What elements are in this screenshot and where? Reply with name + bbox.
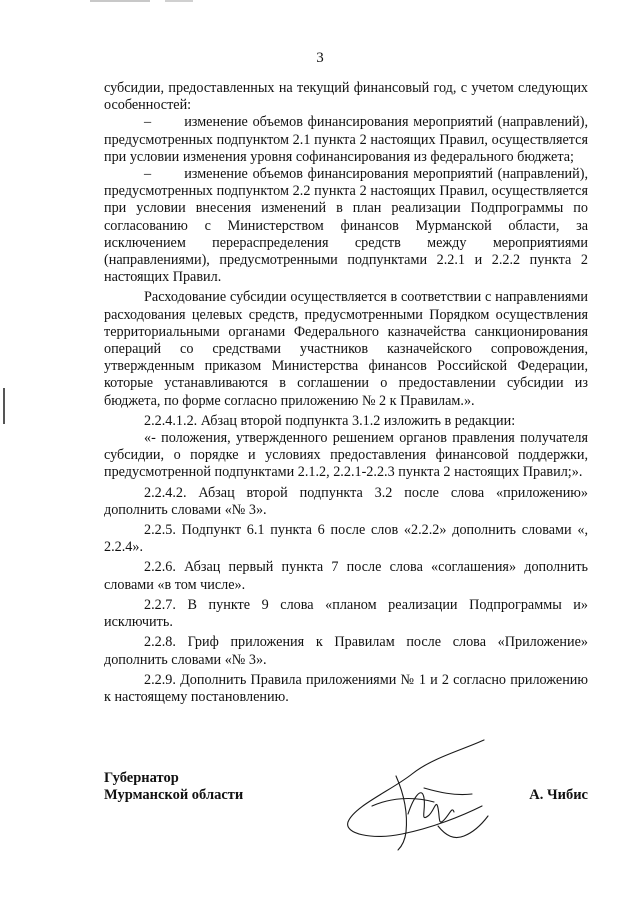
paragraph: «- положения, утвержденного решением органов правления получателя субсидии, о порядке и условиях предоставления финансовой поддержки, предусмотренной подпунктами 2.1.2, 2.2.1-2.2.3 пункта 2 настоящих Правил;». [104, 430, 588, 481]
signatory-title-line2: Мурманской области [104, 787, 244, 803]
dash-list-item: – изменение объемов финансирования мероприятий (направлений), предусмотренных подпунктом 2.2 пункта 2 настоящих Правил, осуществляется при условии внесения изменений в план реализации Подпрограммы по согласованию с Министерством финансов Мурманской области, за исключением перераспределения средств между мероприятиями (направлениями), предусмотренными подпунктами 2.2.1 и 2.2.2 пункта 2 настоящих Правил. [104, 166, 588, 286]
paragraph: 2.2.6. Абзац первый пункта 7 после слова «соглашения» дополнить словами «в том числе». [104, 559, 588, 593]
paragraph: 2.2.4.1.2. Абзац второй подпункта 3.1.2 изложить в редакции: [144, 412, 516, 429]
margin-mark [3, 388, 5, 424]
signatory-name: А. Чибис [529, 787, 588, 803]
paragraph: 2.2.4.2. Абзац второй подпункта 3.2 после слова «приложению» дополнить словами «№ 3». [104, 484, 588, 518]
paragraph: Расходование субсидии осуществляется в соответствии с направлениями расходования целевых средств, предусмотренными Порядком осуществления территориальными органами Федерального казначейства санкционирования операций со средствами участников казначейского сопровождения, утвержденным приказом Министерства финансов Российской Федерации, которые устанавливаются в соглашении о предоставлении субсидии из бюджета, по форме согласно приложению № 2 к Правилам.». [104, 289, 588, 409]
page-number: 3 [316, 50, 324, 66]
scan-artifact [90, 0, 150, 2]
signatory-title-line1: Губернатор [104, 770, 179, 786]
paragraph: 2.2.5. Подпункт 6.1 пункта 6 после слов «2.2.2» дополнить словами «, 2.2.4». [104, 522, 588, 556]
paragraph: 2.2.9. Дополнить Правила приложениями № 1 и 2 согласно приложению к настоящему постановлению. [104, 671, 588, 705]
handwritten-signature [342, 736, 522, 856]
scan-artifact [165, 0, 193, 2]
document-body [104, 80, 588, 706]
dash-list-item: – изменение объемов финансирования мероприятий (направлений), предусмотренных подпунктом 2.1 пункта 2 настоящих Правил, осуществляется при условии изменения уровня софинансирования из федерального бюджета; [104, 114, 588, 165]
paragraph: субсидии, предоставленных на текущий финансовый год, с учетом следующих особенностей: [104, 80, 588, 114]
paragraph: 2.2.8. Гриф приложения к Правилам после слова «Приложение» дополнить словами «№ 3». [104, 634, 588, 668]
paragraph: 2.2.7. В пункте 9 слова «планом реализации Подпрограммы и» исключить. [104, 596, 588, 631]
